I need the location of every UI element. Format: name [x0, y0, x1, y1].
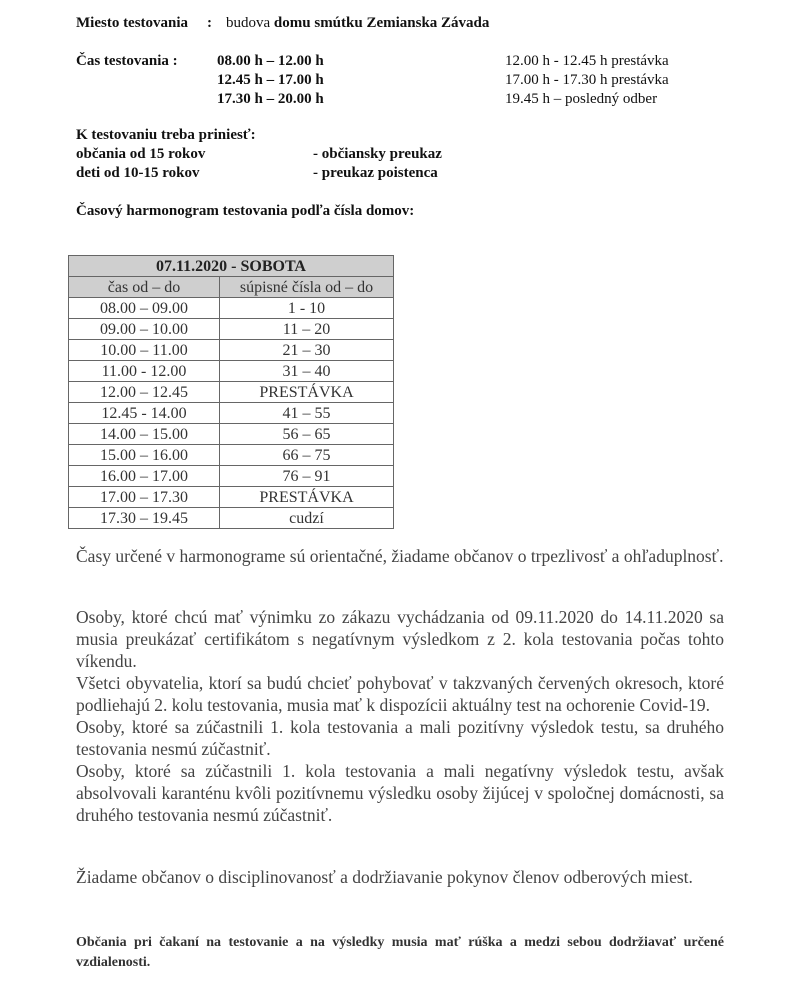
table-row — [69, 319, 394, 340]
time-cell: 15.00 – 16.00 — [69, 445, 220, 466]
house-numbers-cell: 1 - 10 — [220, 298, 394, 319]
table-row — [69, 487, 394, 508]
house-numbers-cell: PRESTÁVKA — [220, 487, 394, 508]
rule-1: Osoby, ktoré chcú mať výnimku zo zákazu vychádzania od 09.11.2020 do 14.11.2020 sa musia preukázať certifikátom s negatívnym výsledkom z 2. kola testovania počas tohto víkendu. — [76, 607, 724, 671]
house-numbers-cell: PRESTÁVKA — [220, 382, 394, 403]
house-numbers-cell: 76 – 91 — [220, 466, 394, 487]
table-row — [69, 403, 394, 424]
time-slot-3: 17.30 h – 20.00 h — [217, 91, 324, 107]
table-row — [69, 382, 394, 403]
column-header-house-numbers: súpisné čísla od – do — [220, 277, 394, 298]
rule-3: Osoby, ktoré sa zúčastnili 1. kola testovania a mali pozitívny výsledok testu, sa druhého testovania nesmú zúčastniť. — [76, 717, 724, 759]
appeal-text: Žiadame občanov o disciplinovanosť a dodržiavanie pokynov členov odberových miest. — [76, 867, 693, 887]
house-numbers-cell: 66 – 75 — [220, 445, 394, 466]
footer-text: Občania pri čakaní na testovanie a na výsledky musia mať rúška a medzi sebou dodržiavať určené vzdialenosti. — [76, 935, 724, 970]
table-row — [69, 445, 394, 466]
bring-what-2: - preukaz poistenca — [313, 165, 438, 181]
time-cell: 14.00 – 15.00 — [69, 424, 220, 445]
schedule-heading: Časový harmonogram testovania podľa čísla domov: — [76, 203, 415, 219]
table-row — [69, 298, 394, 319]
time-cell: 17.30 – 19.45 — [69, 508, 220, 529]
table-title: 07.11.2020 - SOBOTA — [69, 256, 394, 277]
time-slot-1: 08.00 h – 12.00 h — [217, 53, 324, 69]
location-label: Miesto testovania — [76, 15, 189, 31]
house-numbers-cell: 21 – 30 — [220, 340, 394, 361]
house-numbers-cell: 31 – 40 — [220, 361, 394, 382]
bring-who-1: občania od 15 rokov — [76, 146, 206, 162]
last-sample: 19.45 h – posledný odber — [505, 91, 658, 107]
times-label: Čas testovania : — [76, 53, 178, 69]
time-slot-2: 12.45 h – 17.00 h — [217, 72, 324, 88]
time-cell: 09.00 – 10.00 — [69, 319, 220, 340]
time-cell: 12.45 - 14.00 — [69, 403, 220, 424]
time-cell: 11.00 - 12.00 — [69, 361, 220, 382]
house-numbers-cell: cudzí — [220, 508, 394, 529]
table-row — [69, 361, 394, 382]
note-paragraph — [76, 545, 724, 567]
rule-2: Všetci obyvatelia, ktorí sa budú chcieť pohybovať v takzvaných červených okresoch, ktoré podliehajú 2. kolu testovania, musia mať k dispozícii aktuálny test na ochorenie Covid-19. — [76, 673, 724, 715]
note-text: Časy určené v harmonograme sú orientačné, žiadame občanov o trpezlivosť a ohľaduplnosť. — [76, 546, 724, 566]
time-cell: 08.00 – 09.00 — [69, 298, 220, 319]
location-place: domu smútku Zemianska Závada — [273, 15, 490, 31]
table-row — [69, 466, 394, 487]
rule-4: Osoby, ktoré sa zúčastnili 1. kola testovania a mali negatívny výsledok testu, avšak absolvovali karanténu kvôli pozitívnemu výsledku osoby žijúcej v spoločnej domácnosti, sa druhého testovania nesmú zúčastniť. — [76, 761, 724, 825]
table-row — [69, 424, 394, 445]
house-numbers-cell: 41 – 55 — [220, 403, 394, 424]
bring-heading: K testovaniu treba priniesť: — [76, 127, 256, 143]
table-row — [69, 340, 394, 361]
column-header-time: čas od – do — [69, 277, 220, 298]
location-colon: : — [207, 15, 212, 31]
time-cell: 16.00 – 17.00 — [69, 466, 220, 487]
table-row — [69, 508, 394, 529]
schedule-table — [68, 255, 394, 529]
rules-block — [76, 606, 724, 826]
bring-who-2: deti od 10-15 rokov — [76, 165, 200, 181]
appeal-paragraph — [76, 866, 724, 888]
footer-notice — [76, 933, 724, 973]
bring-what-1: - občiansky preukaz — [313, 146, 442, 162]
time-cell: 17.00 – 17.30 — [69, 487, 220, 508]
house-numbers-cell: 56 – 65 — [220, 424, 394, 445]
location-value — [226, 14, 489, 32]
location-prefix: budova — [226, 15, 271, 31]
time-cell: 10.00 – 11.00 — [69, 340, 220, 361]
house-numbers-cell: 11 – 20 — [220, 319, 394, 340]
break-1: 12.00 h - 12.45 h prestávka — [505, 53, 669, 69]
break-2: 17.00 h - 17.30 h prestávka — [505, 72, 669, 88]
time-cell: 12.00 – 12.45 — [69, 382, 220, 403]
table-body — [69, 298, 394, 529]
